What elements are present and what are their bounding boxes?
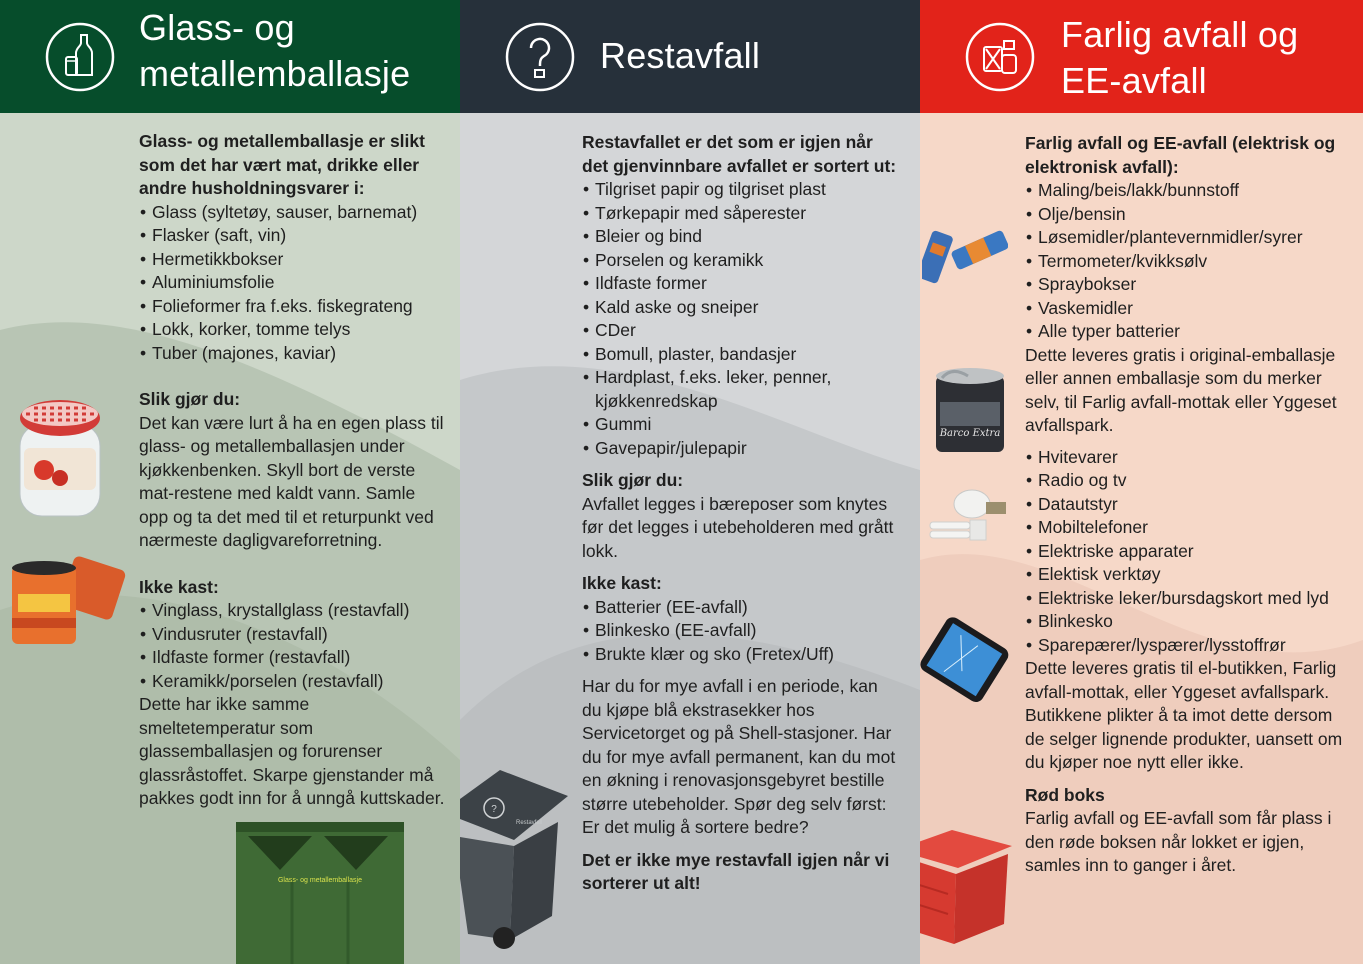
ee-list-item: • Blinkesko [1025,610,1355,634]
glass-title-line2: metallemballasje [139,53,411,94]
rest-dont-item: • Brukte klær og sko (Fretex/Uff) [582,643,902,667]
glass-items-list [139,201,449,366]
rest-dont-item: • Blinkesko (EE-avfall) [582,619,902,643]
glass-dont-item: • Ildfaste former (restavfall) [139,646,449,670]
farlig-intro: Farlig avfall og EE-avfall (elektrisk og elektronisk avfall): [1025,133,1336,177]
bottle-and-can-icon [44,21,116,93]
rest-list-item: • Kald aske og sneiper [582,296,902,320]
glass-how-heading: Slik gjør du: [139,389,241,409]
rest-list-item: • Porselen og keramikk [582,249,902,273]
ee-list-item: • Datautstyr [1025,493,1355,517]
rest-closing: Det er ikke mye restavfall igjen når vi sorterer ut alt! [582,849,890,893]
paint-label: Barco Extra [939,428,1001,439]
farlig-text-a: Dette leveres gratis i original-emballasje eller annen emballasje som du merker selv, til Farlig avfall-mottak eller Yggeset avfallspark. [1025,344,1337,435]
jam-jar-picture [14,398,106,520]
light-bulbs-picture [926,488,1010,546]
glass-metal-column [0,0,460,964]
rest-list-item: • CDer [582,319,902,343]
tin-cans-picture [8,556,126,648]
rest-how-heading: Slik gjør du: [582,470,684,490]
wheelie-bin-picture [460,766,570,950]
glass-list-item: • Glass (syltetøy, sauser, barnemat) [139,201,449,225]
glass-list-item: • Flasker (saft, vin) [139,224,449,248]
rest-list-item: • Tørkepapir med såperester [582,202,902,226]
glass-list-item: • Folieformer fra f.eks. fiskegrateng [139,295,449,319]
glass-dont-heading: Ikke kast: [139,576,219,597]
rest-extra-text: Har du for mye avfall i en periode, kan du kjøpe blå ekstrasekker hos Servicetorget og på Shell-stasjoner. Har du for mye avfall permanent, kan du mot en økning i renovasjonsgebyret bestille større utebeholder. Spør deg selv først: Er det mulig å sortere bedre? [582,676,896,837]
farlig-header [920,0,1363,113]
rest-column [460,0,920,964]
glass-header [0,0,460,113]
bin-label: Restavfall [516,820,543,826]
farlig-text-b: Dette leveres gratis til el-butikken, Farlig avfall-mottak, eller Yggeset avfallspark. Butikkene plikter å ta imot dette dersom de selger lignende produkter, uansett om du kjøper noe nytt eller ikke. [1025,658,1343,772]
svg-text:?: ? [491,804,497,815]
ee-list-item: • Elektriske apparater [1025,540,1355,564]
rest-dont-item: • Batterier (EE-avfall) [582,596,902,620]
rest-list-item: • Bleier og bind [582,225,902,249]
farlig-title-line2: EE-avfall [1061,60,1207,101]
glass-title [139,5,449,97]
glass-dont-item: • Vindusruter (restavfall) [139,623,449,647]
farlig-items-a-list [1025,179,1355,344]
glass-dont-text: Dette har ikke samme smeltetemperatur som glassemballasjen og forurenser glassråstoffet. Skarpe gjenstander må pakkes godt inn for å unngå kuttskader. [139,694,445,808]
farlig-list-item: • Alle typer batterier [1025,320,1355,344]
farlig-list-item: • Olje/bensin [1025,203,1355,227]
glass-dont-item: • Keramikk/porselen (restavfall) [139,670,449,694]
farlig-list-item: • Maling/beis/lakk/bunnstoff [1025,179,1355,203]
rest-list-item: • Hardplast, f.eks. leker, penner, kjøkkenredskap [582,366,902,413]
farlig-title-line1: Farlig avfall og [1061,14,1299,55]
hazardous-column [920,0,1363,964]
red-box-picture [920,826,1014,946]
rest-how-text: Avfallet legges i bæreposer som knytes før det legges i utebeholderen med grått lokk. [582,493,894,561]
paint-can-picture [932,364,1008,454]
batteries-picture [922,222,1008,284]
glass-dont-item: • Vinglass, krystallglass (restavfall) [139,599,449,623]
rest-list-item: • Gavepapir/julepapir [582,437,902,461]
rest-dont-list [582,596,902,667]
farlig-items-b-list [1025,446,1355,658]
farlig-list-item: • Termometer/kvikksølv [1025,250,1355,274]
farlig-list-item: • Løsemidler/plantevernmidler/syrer [1025,226,1355,250]
glass-how-text: Det kan være lurt å ha en egen plass til glass- og metallemballasjen under kjøkkenbenken. Skyll bort de verste mat-restene med kaldt vann. Samle opp og ta det med til et returpunkt ved nærmeste dagligvareforretning. [139,412,444,550]
glass-container-picture [232,818,410,964]
rest-intro: Restavfallet er det som er igjen når det gjenvinnbare avfallet er sortert ut: [582,132,897,176]
glass-body [139,130,449,811]
farlig-box-heading: Rød boks [1025,784,1105,805]
farlig-list-item: • Spraybokser [1025,273,1355,297]
ee-list-item: • Radio og tv [1025,469,1355,493]
glass-list-item: • Aluminiumsfolie [139,271,449,295]
ee-list-item: • Sparepærer/lyspærer/lysstoffrør [1025,634,1355,658]
rest-list-item: • Bomull, plaster, bandasjer [582,343,902,367]
glass-list-item: • Tuber (majones, kaviar) [139,342,449,366]
farlig-box-text: Farlig avfall og EE-avfall som får plass i den røde boksen når lokket er igjen, samles inn to ganger i året. [1025,808,1332,875]
glass-intro: Glass- og metallemballasje er slikt som det har vært mat, drikke eller andre husholdningsvarer i: [139,131,425,198]
mobile-phone-picture [920,610,1018,710]
question-mark-icon [504,21,576,93]
rest-dont-heading: Ikke kast: [582,573,662,593]
rest-items-list [582,178,902,460]
rest-list-item: • Ildfaste former [582,272,902,296]
rest-title: Restavfall [600,35,761,76]
farlig-title [1061,12,1351,104]
rest-header [460,0,920,113]
ee-list-item: • Elektisk verktøy [1025,563,1355,587]
ee-list-item: • Mobiltelefoner [1025,516,1355,540]
rest-body [582,131,902,896]
rest-list-item: • Gummi [582,413,902,437]
ee-list-item: • Elektriske leker/bursdagskort med lyd [1025,587,1355,611]
hazardous-containers-icon [964,21,1036,93]
container-label: Glass- og metallemballasje [277,877,363,884]
glass-dont-list [139,599,449,693]
farlig-body [1025,132,1355,878]
glass-list-item: • Lokk, korker, tomme telys [139,318,449,342]
farlig-list-item: • Vaskemidler [1025,297,1355,321]
ee-list-item: • Hvitevarer [1025,446,1355,470]
rest-list-item: • Tilgriset papir og tilgriset plast [582,178,902,202]
glass-title-line1: Glass- og [139,7,295,48]
glass-list-item: • Hermetikkbokser [139,248,449,272]
